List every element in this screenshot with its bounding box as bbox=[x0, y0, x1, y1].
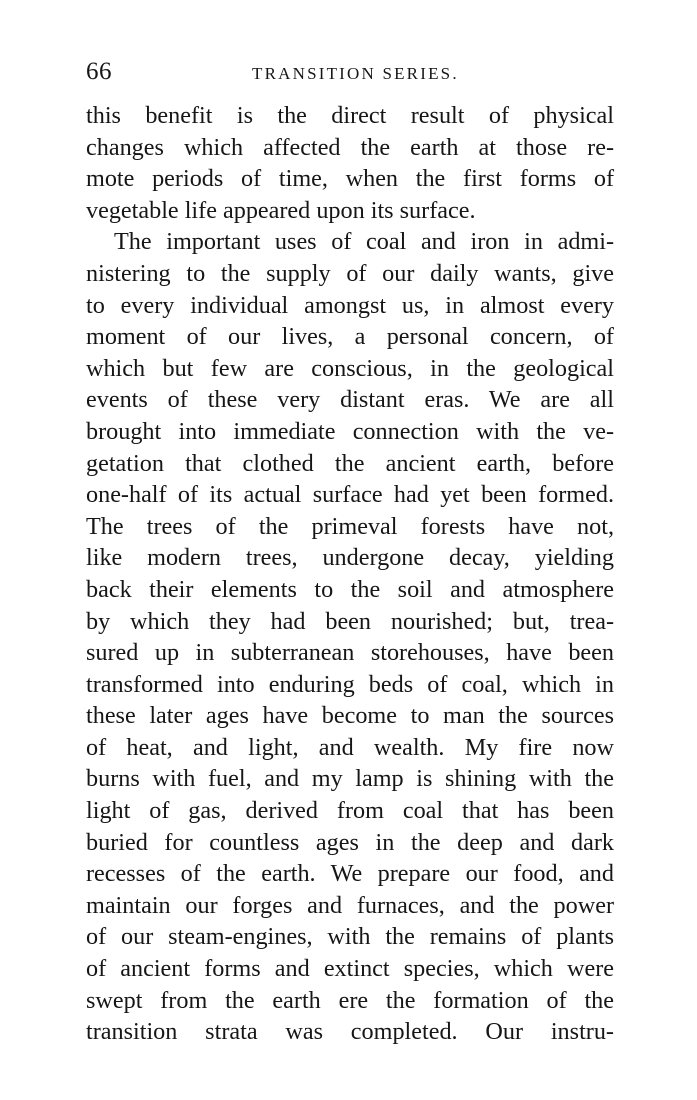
text-line: moment of our lives, a personal concern, of bbox=[86, 323, 614, 351]
text-line: of ancient forms and extinct species, which were bbox=[86, 955, 614, 983]
text-line: to every individual amongst us, in almost every bbox=[86, 291, 614, 319]
paragraph-end-line: vegetable life appeared upon its surface. bbox=[86, 196, 476, 224]
text-line: this benefit is the direct result of physical bbox=[86, 102, 614, 129]
text-line: changes which affected the earth at those re- bbox=[86, 133, 614, 161]
text-line: brought into immediate connection with the ve- bbox=[86, 417, 614, 445]
text-line: The trees of the primeval forests have not, bbox=[86, 512, 614, 540]
text-line: like modern trees, undergone decay, yielding bbox=[86, 544, 614, 572]
body-text bbox=[86, 100, 614, 1048]
text-line: by which they had been nourished; but, trea- bbox=[86, 607, 614, 635]
running-title: TRANSITION SERIES. bbox=[252, 64, 459, 83]
paragraph-start-line: The important uses of coal and iron in admi- bbox=[114, 228, 614, 256]
text-line: mote periods of time, when the first forms of bbox=[86, 165, 614, 193]
text-line: one-half of its actual surface had yet been formed. bbox=[86, 481, 614, 509]
text-line: which but few are conscious, in the geological bbox=[86, 354, 614, 382]
running-head bbox=[86, 58, 614, 88]
text-line: nistering to the supply of our daily wants, give bbox=[86, 259, 614, 287]
page-number: 66 bbox=[86, 58, 112, 85]
text-line: transition strata was completed. Our instru- bbox=[86, 1018, 614, 1046]
text-line: getation that clothed the ancient earth, before bbox=[86, 449, 614, 477]
text-line: swept from the earth ere the formation of the bbox=[86, 986, 614, 1014]
text-line: transformed into enduring beds of coal, which in bbox=[86, 670, 614, 698]
text-line: of heat, and light, and wealth. My fire now bbox=[86, 733, 614, 761]
text-line: recesses of the earth. We prepare our food, and bbox=[86, 860, 614, 888]
text-line: burns with fuel, and my lamp is shining with the bbox=[86, 765, 614, 793]
text-line: maintain our forges and furnaces, and the power bbox=[86, 891, 614, 919]
text-line: back their elements to the soil and atmosphere bbox=[86, 575, 614, 603]
text-line: events of these very distant eras. We are all bbox=[86, 386, 614, 414]
text-line: sured up in subterranean storehouses, have been bbox=[86, 639, 614, 667]
text-line: of our steam-engines, with the remains of plants bbox=[86, 923, 614, 951]
text-line: light of gas, derived from coal that has been bbox=[86, 797, 614, 825]
text-line: buried for countless ages in the deep and dark bbox=[86, 828, 614, 856]
text-line: these later ages have become to man the sources bbox=[86, 702, 614, 730]
